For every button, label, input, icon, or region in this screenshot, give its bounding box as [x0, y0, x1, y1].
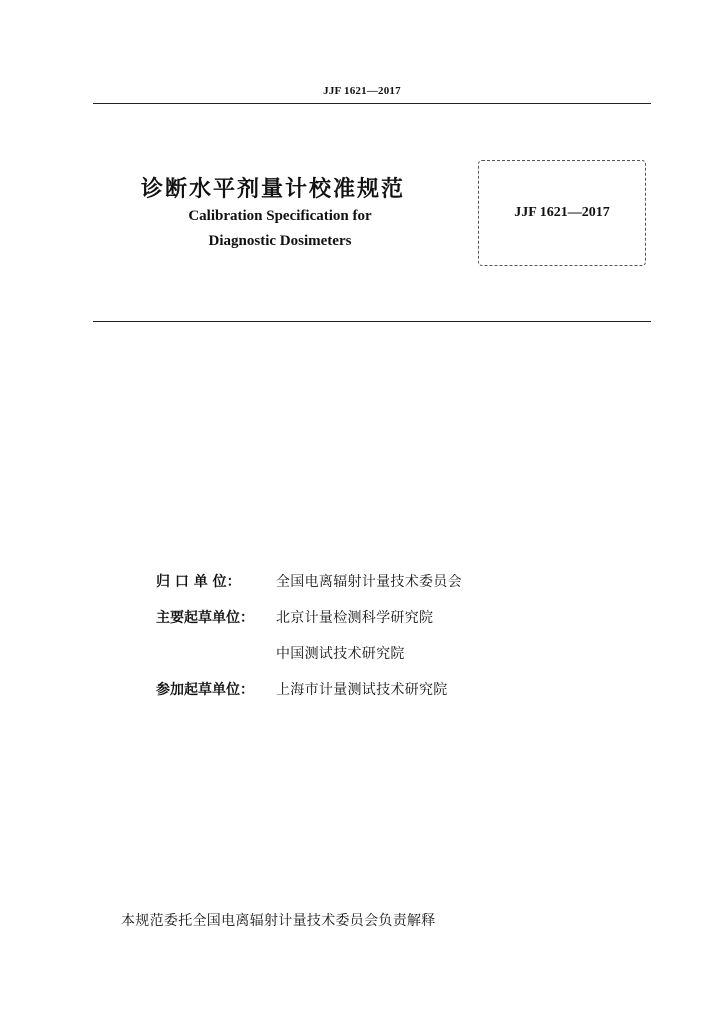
responsible-unit-value: 全国电离辐射计量技术委员会 — [276, 574, 462, 590]
title-english-line-2: Diagnostic Dosimeters — [208, 233, 352, 249]
participating-drafting-unit-label: 参加起草单位： — [156, 682, 254, 698]
main-drafting-units-label: 主要起草单位： — [156, 610, 254, 626]
main-drafting-unit-1: 北京计量检测科学研究院 — [276, 610, 434, 626]
title-chinese: 诊断水平剂量计校准规范 — [141, 177, 406, 202]
responsible-unit-label: 归 口 单 位： — [156, 574, 241, 590]
footer-note: 本规范委托全国电离辐射计量技术委员会负责解释 — [121, 913, 436, 929]
middle-rule — [93, 321, 651, 322]
header-code: JJF 1621—2017 — [323, 85, 401, 97]
main-drafting-unit-2: 中国测试技术研究院 — [276, 646, 405, 662]
top-rule — [93, 103, 651, 104]
title-english-line-1: Calibration Specification for — [188, 208, 372, 224]
code-box-text: JJF 1621—2017 — [514, 205, 610, 220]
participating-drafting-unit-value: 上海市计量测试技术研究院 — [276, 682, 448, 698]
